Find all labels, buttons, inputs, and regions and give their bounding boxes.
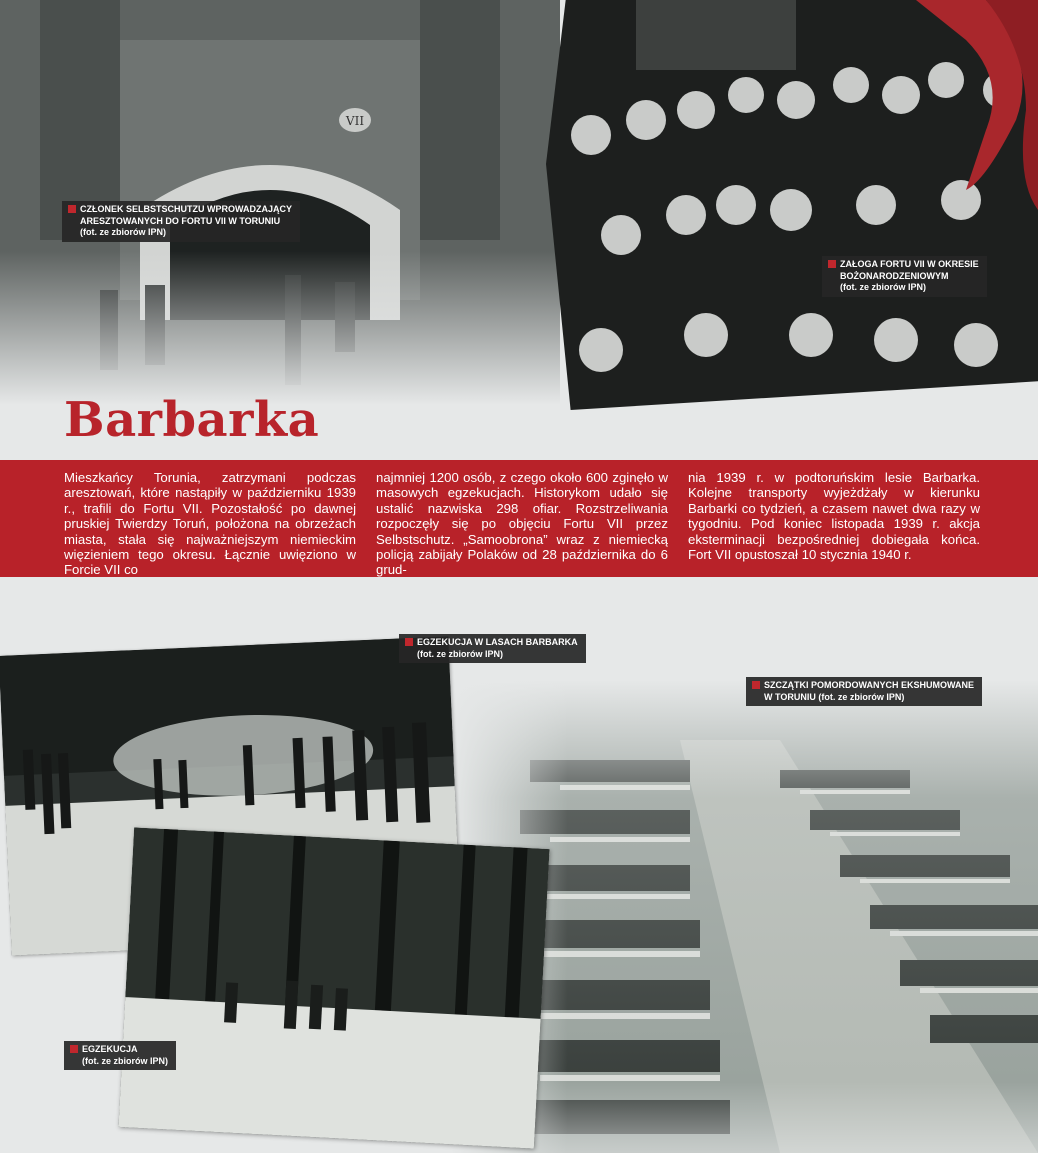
- caption-marker: [752, 681, 760, 689]
- caption-source: (fot. ze zbiorów IPN): [840, 282, 926, 292]
- text-column-3: nia 1939 r. w podtoruńskim lesie Barbarka. Kolejne transporty wyjeżdżały w kierunku Barbarki co tydzień, a czasem nawet dwa razy w tygodniu. Pod koniec listopada 1939 r. akcja eksterminacji bezpośredniej dobiegała końca. Fort VII opustoszał 10 stycznia 1940 r.: [688, 470, 980, 563]
- caption-line: ZAŁOGA FORTU VII W OKRESIE: [840, 259, 979, 269]
- caption-source: (fot. ze zbiorów IPN): [80, 227, 166, 237]
- caption-line: BOŻONARODZENIOWYM: [840, 270, 949, 281]
- caption-line: EGZEKUCJA W LASACH BARBARKA: [417, 637, 578, 647]
- caption-fort-crew: [822, 256, 987, 297]
- photo-fort-crew: [546, 0, 1038, 410]
- caption-execution: [64, 1041, 176, 1070]
- caption-source: W TORUNIU (fot. ze zbiorów IPN): [764, 691, 905, 702]
- caption-line: CZŁONEK SELBSTSCHUTZU WPROWADZAJĄCY: [80, 204, 292, 214]
- page-title: Barbarka: [64, 392, 320, 448]
- caption-marker: [405, 638, 413, 646]
- caption-fort-gate: [62, 201, 300, 242]
- caption-marker: [68, 205, 76, 213]
- caption-line: SZCZĄTKI POMORDOWANYCH EKSHUMOWANE: [764, 680, 974, 690]
- caption-exhumed-remains: [746, 677, 982, 706]
- caption-line: ARESZTOWANYCH DO FORTU VII W TORUNIU: [80, 215, 281, 226]
- caption-forest-execution: [399, 634, 586, 663]
- caption-source: (fot. ze zbiorów IPN): [82, 1055, 168, 1066]
- caption-line: EGZEKUCJA: [82, 1044, 138, 1054]
- caption-marker: [828, 260, 836, 268]
- text-column-1: Mieszkańcy Torunia, zatrzymani podczas aresztowań, które nastąpiły w październiku 1939 r., trafili do Fortu VII. Pozostałość po dawnej pruskiej Twierdzy Toruń, położona na obrzeżach miasta, stała się najważniejszym niemieckim więzieniem tego okresu. Łącznie uwięziono w Forcie VII co: [64, 470, 356, 578]
- photo-execution: [118, 827, 549, 1148]
- text-column-2: najmniej 1200 osób, z czego około 600 zginęło w masowych egzekucjach. Historykom udało się ustalić nazwiska 298 ofiar. Rozstrzeliwania rozpoczęły się po objęciu Fortu VII przez Selbstschutz. „Samoobrona” wraz z niemiecką policją zabijały Polaków od 28 października do 6 grud-: [376, 470, 668, 578]
- caption-source: (fot. ze zbiorów IPN): [417, 648, 503, 659]
- caption-marker: [70, 1045, 78, 1053]
